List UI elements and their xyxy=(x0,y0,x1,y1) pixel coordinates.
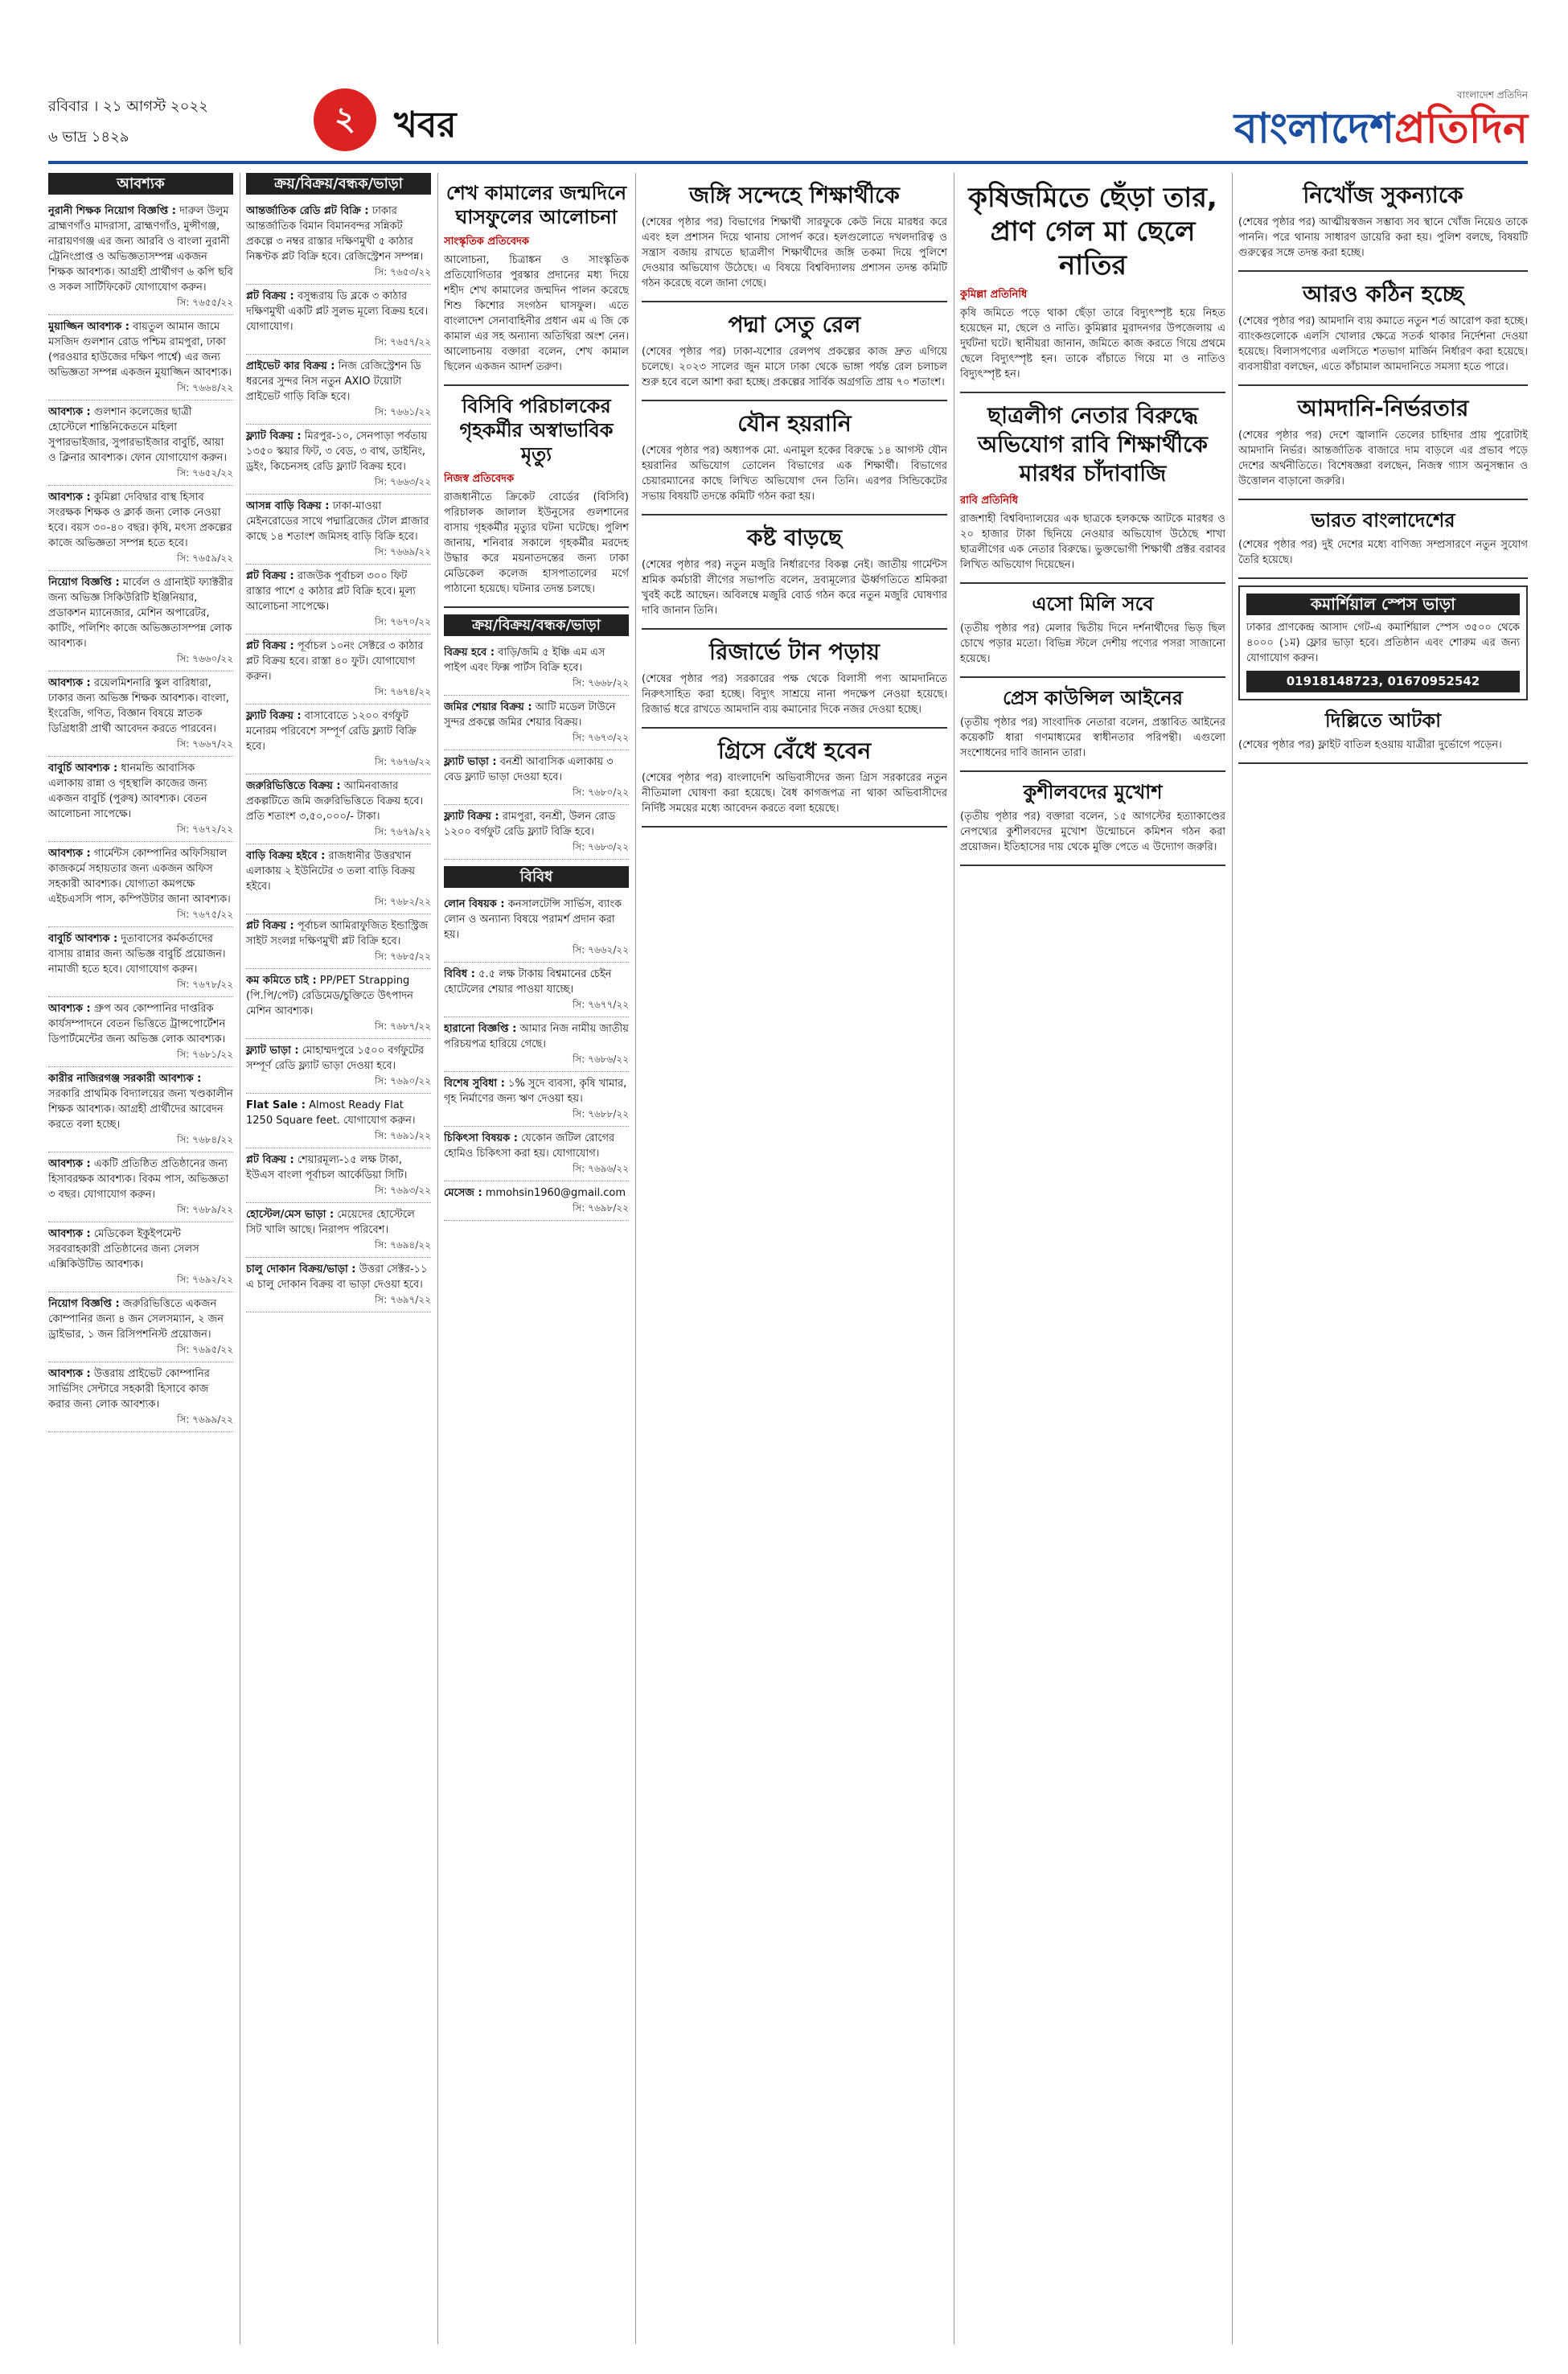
ad-title: ফ্ল্যাট ভাড়া : xyxy=(246,1045,299,1057)
ad-title: আবশ্যক : xyxy=(48,1228,91,1240)
classified-ad xyxy=(48,199,233,315)
ad-title: প্লট বিক্রয় : xyxy=(246,290,294,302)
classified-ad xyxy=(246,1094,431,1148)
ad-body: পূর্বাচল আমিরাফুজিত ইন্ডাস্ট্রিজ সাইট সংলগ্ন দক্ষিণমুখী প্লট বিক্রি হবে। xyxy=(246,920,429,947)
ad-reference: সি: ৭৬৯৪/২২ xyxy=(374,1239,431,1251)
ad-title: জমির শেয়ার বিক্রয় : xyxy=(444,701,532,713)
ad-title: মুয়াজ্জিন আবশ্যক : xyxy=(48,321,129,333)
logo-tagline: বাংলাদেশ প্রতিদিন xyxy=(1456,89,1528,101)
ad-reference: সি: ৭৬৭৮/২২ xyxy=(176,979,233,990)
ad-body: ঢাকার প্রাণকেন্দ্র আসাদ গেট-এ কমার্শিয়াল স্পেস ৩৫০০ থেকে ৪০০০ (১ম) ফ্লোর ভাড়া হবে। প্রতিষ্ঠান এবং শোরুম এর জন্য যোগাযোগ করুন। xyxy=(1246,622,1520,664)
commercial-space-ad xyxy=(1238,585,1528,700)
headline: যৌন হয়রানি xyxy=(737,410,852,437)
ad-title: আবশ্যক : xyxy=(48,677,91,689)
header-rule xyxy=(48,161,1528,164)
story-body: (তৃতীয় পৃষ্ঠার পর) মেলার দ্বিতীয় দিনে দর্শনার্থীদের ভিড় ছিল চোখে পড়ার মতো। বিভিন্ন স্টলে দেশীয় পণ্যের পসরা সাজানো হয়েছে। xyxy=(960,622,1225,665)
ad-body: কুমিল্লা দেবিদ্বার বাস্থ হিসাব সংরক্ষক শিক্ষক ও ক্লার্ক জন্য লোক নেওয়া হবে। বয়স ৩০-৪০ বছর। কৃষি, মৎস্য প্রকল্পের কাজে অভিজ্ঞতা সম্পন্ন হতে হবে। xyxy=(48,491,232,549)
byline: কুমিল্লা প্রতিনিধি xyxy=(960,289,1028,301)
ad-body: ধানমন্ডি আবাসিক এলাকায় রান্না ও গৃহস্থালি কাজের জন্য একজন বাবুর্চি (পুরুষ) আবশ্যক। বেতন আলোচনা সাপেক্ষে। xyxy=(48,762,207,820)
ad-title: ফ্ল্যাট বিক্রয় : xyxy=(444,811,499,823)
ad-title: আবশ্যক : xyxy=(48,1368,91,1380)
classified-ad xyxy=(48,1067,233,1152)
news-column-4 xyxy=(642,173,947,2344)
ad-body: উত্তরা সেক্টর-১১ এ চালু দোকান বিক্রয় বা ভাড়া দেওয়া হবে। xyxy=(246,1263,428,1291)
page-number-badge: ২ xyxy=(314,88,376,151)
ad-title: ফ্ল্যাট ভাড়া : xyxy=(444,756,497,768)
bengali-date: ৬ ভাদ্র ১৪২৯ xyxy=(48,129,129,146)
ad-title: হারানো বিজ্ঞপ্তি : xyxy=(444,1023,517,1035)
ad-body: ৫.৫ লক্ষ টাকায় বিশ্বমানের চেইন হোটেলের শেয়ার পাওয়া যাচ্ছে। xyxy=(444,968,612,996)
story-hardship xyxy=(642,524,947,630)
ad-reference: সি: ৭৬৯২/২২ xyxy=(176,1274,233,1285)
ad-reference: সি: ৭৬৮৫/২২ xyxy=(374,951,431,962)
ad-reference: সি: ৭৬৫৯/২২ xyxy=(176,552,233,564)
ad-reference: সি: ৭৬৮৬/২২ xyxy=(572,1054,629,1065)
story-body: (শেষের পৃষ্ঠার পর) বিভাগের শিক্ষার্থী সারফুকে কেউ নিয়ে মারধর করে এবং হল প্রশাসন দিয়ে থানায় সোপর্দ করে। হলগুলোতে দখলদারিত্ব ও সন্ত্রাস বজায় রাখতে ছাত্রলীগ শিক্ষার্থীদের জঙ্গি তকমা দিয়ে পুলিশে দেওয়ার অভিযোগ উঠেছে। এ বিষয়ে বিশ্ববিদ্যালয় প্রশাসন তদন্ত কমিটি গঠন করেছে বলে জানা গেছে। xyxy=(642,216,947,290)
classified-list xyxy=(444,893,629,1221)
classified-ad xyxy=(246,495,431,565)
story-reserve xyxy=(642,638,947,729)
ad-body: Almost Ready Flat 1250 Square feet. যোগাযোগ করুন। xyxy=(246,1099,416,1127)
classified-heading: ক্রয়/বিক্রয়/বন্ধক/ভাড়া xyxy=(246,173,431,195)
ad-body: ঢাকার আন্তর্জাতিক বিমান বিমানবন্দর সন্নিকট প্রকল্পে ৩ নম্বর রাস্তার দক্ষিণমুখী ৫ কাঠার নিষ্কণ্টক প্লট বিক্রি হবে। রেজিস্ট্রেশন সম্পন্ন। xyxy=(246,205,424,263)
ad-body: কনসালটেন্সি সার্ভিস, ব্যাংক লোন ও অন্যান্য বিষয়ে পরামর্শ প্রদান করা হয়। xyxy=(444,898,622,941)
classified-ad xyxy=(246,635,431,704)
story-body: রাজধানীতে ক্রিকেট বোর্ডের (বিসিবি) পরিচালক জালাল ইউনুসের গুলশানের বাসায় গৃহকর্মীর মৃত্যুর ঘটনা ঘটেছে। পুলিশ জানায়, শনিবার সকালে গৃহকর্মীর মরদেহ উদ্ধার করে ময়নাতদন্তের জন্য ঢাকা মেডিকেল কলেজ হাসপাতালের মর্গে পাঠানো হয়েছে। ঘটনার তদন্ত চলছে। xyxy=(444,491,629,595)
classified-ad xyxy=(444,963,629,1017)
ad-reference: সি: ৭৬৫৩/২২ xyxy=(374,266,431,277)
classified-ad xyxy=(48,1362,233,1432)
ad-title: আবশ্যক : xyxy=(48,1158,91,1170)
ad-title: ফ্ল্যাট বিক্রয় : xyxy=(246,430,302,442)
story-harassment xyxy=(642,409,947,515)
story-body: (তৃতীয় পৃষ্ঠার পর) বক্তারা বলেন, ১৫ আগস্টের হত্যাকাণ্ডের নেপথ্যের কুশীলবদের মুখোশ উন্মোচনে কমিশন গঠন করা প্রয়োজন। ইতিহাসের দায় থেকে মুক্তি পেতে এ উদ্যোগ জরুরি। xyxy=(960,811,1225,853)
classified-ad xyxy=(48,927,233,997)
classified-ad xyxy=(48,757,233,842)
headline: এসো মিলি সবে xyxy=(1032,593,1154,615)
headline: পদ্মা সেতু রেল xyxy=(728,311,861,338)
ad-title: প্লট বিক্রয় : xyxy=(246,920,294,932)
ad-reference: সি: ৭৬৭৯/২২ xyxy=(374,826,431,837)
story-missing-girl xyxy=(1238,181,1528,272)
ad-title: চিকিৎসা বিষয়ক : xyxy=(444,1132,518,1144)
ad-body: নিজ রেজিস্ট্রেশন ডি ধরনের সুন্দর নিস নতুন AXIO টয়োটা প্রাইভেট গাড়ি বিক্রি হবে। xyxy=(246,360,421,403)
headline: ভারত বাংলাদেশের xyxy=(1311,509,1455,532)
ad-title: লোন বিষয়ক : xyxy=(444,898,505,910)
ad-body: বায়তুল আমান জামে মসজিদ গুলশান রোড পশ্চিম রামপুরা, ঢাকা (পরওয়ার হাউজের দক্ষিণ পার্শ্বে) এর জন্য অভিজ্ঞতা সম্পন্ন একজন মুয়াজ্জিন আবশ্যক। xyxy=(48,321,232,379)
masthead xyxy=(48,88,1528,161)
story-conspirators xyxy=(960,780,1225,866)
ad-title: চালু দোকান বিক্রয়/ভাড়া : xyxy=(246,1263,356,1275)
ad-title: কমার্শিয়াল স্পেস ভাড়া xyxy=(1246,594,1520,615)
ad-title: আবশ্যক : xyxy=(48,848,91,860)
ad-title: নিয়োগ বিজ্ঞপ্তি : xyxy=(48,577,120,589)
classified-ad xyxy=(48,486,233,571)
classifieds-column-mid xyxy=(246,173,431,2344)
story-body: (শেষের পৃষ্ঠার পর) অধ্যাপক মো. এনামুল হকের বিরুদ্ধে ১৪ আগস্ট যৌন হয়রানির অভিযোগ তোলেন বিভাগের এক শিক্ষার্থী। বিভাগের চেয়ারম্যানের কাছে লিখিত অভিযোগ দেন তিনি। এরপর সিন্ডিকেটের সভায় বিষয়টি তদন্তে কমিটি গঠন করা হয়। xyxy=(642,445,947,503)
ad-reference: সি: ৭৬৬৭/২২ xyxy=(176,738,233,750)
ad-body: রামপুরা, বনশ্রী, উলন রোড ১২০০ বর্গফুট রেডি ফ্ল্যাট বিক্রি হবে। xyxy=(444,811,616,838)
classified-ad xyxy=(246,285,431,355)
column-divider xyxy=(437,173,438,2344)
ad-body: বনশ্রী আবাসিক এলাকায় ৩ বেড ফ্ল্যাট ভাড়া দেওয়া হবে। xyxy=(444,756,614,783)
ad-body: মোহাম্মদপুরে ১৫০০ বর্গফুটের সম্পূর্ণ রেডি ফ্ল্যাট ভাড়া দেওয়া হবে। xyxy=(246,1045,425,1072)
headline: জঙ্গি সন্দেহে শিক্ষার্থীকে xyxy=(689,182,900,208)
ad-body: আমার নিজ নামীয় জাতীয় পরিচয়পত্র হারিয়ে গেছে। xyxy=(444,1023,629,1050)
ad-title: বাবুর্চি আবশ্যক : xyxy=(48,762,118,774)
classified-ad xyxy=(444,805,629,860)
story-bcb-maid xyxy=(444,394,629,608)
classified-ad xyxy=(444,1017,629,1072)
ad-body: শেয়ারমূল্য-১৫ লক্ষ টাকা, ইউএস বাংলা পূর্বাচল আর্কেডিয়া সিটি। xyxy=(246,1154,408,1181)
classified-ad xyxy=(48,315,233,400)
byline: সাংস্কৃতিক প্রতিবেদক xyxy=(444,236,529,248)
byline: রাবি প্রতিনিধি xyxy=(960,495,1019,507)
ad-title: প্রাইভেট কার বিক্রয় : xyxy=(246,360,335,372)
newspaper-logo xyxy=(1110,88,1528,154)
story-import-dependence xyxy=(1238,394,1528,500)
story-body: (তৃতীয় পৃষ্ঠার পর) সাংবাদিক নেতারা বলেন, প্রস্তাবিত আইনের কয়েকটি ধারা গণমাধ্যমের স্বাধীনতার পরিপন্থী। এগুলো সংশোধনের দাবি জানান তারা। xyxy=(960,717,1225,759)
ad-reference: সি: ৭৬৮৭/২২ xyxy=(374,1021,431,1032)
ad-reference: সি: ৭৬৮০/২২ xyxy=(572,787,629,798)
headline: বিসিবি পরিচালকের গৃহকর্মীর অস্বাভাবিক মৃত্যু xyxy=(459,395,614,466)
story-body: আলোচনা, চিত্রাঙ্কন ও সাংস্কৃতিক প্রতিযোগিতার পুরস্কার প্রদানের মধ্য দিয়ে শহীদ শেখ কামালের জন্মদিন পালন করেছে শিশু কিশোর সংগঠন ঘাসফুল। এতে বাংলাদেশ সেনাবাহিনীর প্রধান এম এ জি কে কামাল এর সহ অন্যান্য অতিথিরা অংশ নেন। আলোচনায় বক্তারা বলেন, শেখ কামাল ছিলেন একজন আদর্শ তরুণ। xyxy=(444,254,629,373)
classified-ad xyxy=(444,750,629,805)
ad-title: আবশ্যক : xyxy=(48,406,91,418)
story-body: (শেষের পৃষ্ঠার পর) নতুন মজুরি নির্ধারণের বিকল্প নেই। জাতীয় গার্মেন্টস শ্রমিক কর্মচারী লীগের সভাপতি বলেন, দ্রব্যমূল্যের ঊর্ধ্বগতিতে শ্রমিকরা খুবই কষ্টে আছেন। অবিলম্বে মজুরি বোর্ড গঠন করে নতুন মজুরি ঘোষণার দাবি জানান তিনি। xyxy=(642,559,947,617)
ad-body: বাড়ি/জমি ৫ ইঞ্চি এম এস পাইপ এবং ফিক্স পার্টস বিক্রি হবে। xyxy=(444,647,605,674)
ad-reference: সি: ৭৬৭৪/২২ xyxy=(374,686,431,697)
story-body: (শেষের পৃষ্ঠার পর) ফ্লাইট বাতিল হওয়ায় যাত্রীরা দুর্ভোগে পড়েন। xyxy=(1238,739,1502,751)
ad-reference: সি: ৭৬৯০/২২ xyxy=(374,1075,431,1086)
ad-title: আবশ্যক : xyxy=(48,491,91,503)
headline: গ্রিসে বেঁধে হবেন xyxy=(717,737,872,764)
story-body: (শেষের পৃষ্ঠার পর) দেশে জ্বালানি তেলের চাহিদার প্রায় পুরোটাই আমদানি নির্ভর। আন্তর্জাতিক বাজারে দাম বাড়লে এর প্রভাব পড়ে দেশের অর্থনীতিতে। বিশেষজ্ঞরা বলছেন, নিজস্ব গ্যাস অনুসন্ধান ও উত্তোলন বাড়ানো জরুরি। xyxy=(1238,429,1528,487)
classified-heading: আবশ্যক xyxy=(48,173,233,195)
ad-body: দারুল উলুম ব্রাহ্মণগাঁও মাদরাসা, ব্রাহ্মণগাঁও, মুন্সীগঞ্জ, নারায়ণগঞ্জ এর জন্য আরবি ও বাংলা নুরানী ট্রেনিংপ্রাপ্ত ও অভিজ্ঞতাসম্পন্ন একজন শিক্ষক আবশ্যক। আগ্রহী প্রার্থীগণ ৬ কপি ছবি ও সকল সার্টিফিকেট যোগাযোগ করুন। xyxy=(48,205,233,294)
classified-ad xyxy=(246,1039,431,1094)
headline: কষ্ট বাড়ছে xyxy=(746,524,843,551)
ad-reference: সি: ৭৬৮৪/২২ xyxy=(176,1134,233,1145)
headline: রিজার্ভে টান পড়ায় xyxy=(709,639,880,665)
ad-reference: সি: ৭৬৭৭/২২ xyxy=(572,999,629,1010)
classified-ad xyxy=(444,696,629,750)
ad-body: আটি মডেল টাউনে সুন্দর প্রকল্পে জমির শেয়ার বিক্রয়। xyxy=(444,701,616,729)
ad-reference: সি: ৭৬৬৪/২২ xyxy=(176,382,233,393)
ad-body: ১% সুদে ব্যবসা, কৃষি খামার, গৃহ নির্মাণের জন্য ঋণ দেওয়া হয়। xyxy=(444,1078,627,1105)
ad-body: গার্মেন্টস কোম্পানির অফিসিয়াল কাজকর্মে সহায়তার জন্য একজন অফিস সহকারী আবশ্যক। যোগ্যতা কমপক্ষে এইচএসসি পাস, কম্পিউটার জানা আবশ্যক। xyxy=(48,848,231,906)
ad-reference: সি: ৭৬৭৩/২২ xyxy=(572,732,629,743)
ad-body: মেয়েদের হোস্টেলে সিট খালি আছে। নিরাপদ পরিবেশ। xyxy=(246,1209,415,1236)
ad-title: কম কমিতে চাই : xyxy=(246,975,317,987)
story-body: (শেষের পৃষ্ঠার পর) বাংলাদেশি অভিবাসীদের জন্য গ্রিস সরকারের নতুন নীতিমালা ঘোষণা করা হয়েছে। বৈধ কাগজপত্র না থাকা অভিবাসীদের নির্দিষ্ট সময়ের মধ্যে আবেদন করতে বলা হয়েছে। xyxy=(642,772,947,815)
ad-body: উত্তরায় প্রাইভেট কোম্পানির সার্ভিসিং সেন্টারে সহকারী হিসাবে কাজ করার জন্য লোক আবশ্যক। xyxy=(48,1368,210,1411)
ad-title: প্লট বিক্রয় : xyxy=(246,570,294,582)
ad-reference: সি: ৭৬৫২/২২ xyxy=(176,467,233,478)
story-body: (শেষের পৃষ্ঠার পর) আমদানি ব্যয় কমাতে নতুন শর্ত আরোপ করা হচ্ছে। ব্যাংকগুলোকে এলসি খোলার ক্ষেত্রে সতর্ক থাকার নির্দেশনা দেওয়া হয়েছে। বিলাসপণ্যের এলসিতে শতভাগ মার্জিন নির্ধারণ করা হয়েছে। ব্যবসায়ীরা বলছেন, এতে কাঁচামাল আমদানিতে সমস্যা হতে পারে। xyxy=(1238,315,1528,373)
misc-heading: বিবিধ xyxy=(444,866,629,888)
classified-ad xyxy=(246,1148,431,1203)
story-greece xyxy=(642,737,947,828)
classified-list xyxy=(444,641,629,860)
ad-body: যেকোন জটিল রোগের হোমিও চিকিৎসা করা হয়। যোগাযোগ। xyxy=(444,1132,615,1160)
ad-reference: সি: ৭৬৭২/২২ xyxy=(176,824,233,835)
ad-body: একটি প্রতিষ্ঠিত প্রতিষ্ঠানের জন্য হিসাবরক্ষক আবশ্যক। বিকম পাস, অভিজ্ঞতা ৩ বছর। যোগাযোগ করুন। xyxy=(48,1158,229,1201)
classified-ad xyxy=(444,1181,629,1221)
ad-reference: সি: ৭৬৯৯/২২ xyxy=(176,1414,233,1425)
classified-ad xyxy=(246,1203,431,1258)
ad-title: বিবিধ : xyxy=(444,968,475,980)
story-india-bangladesh xyxy=(1238,508,1528,579)
story-militant-suspect xyxy=(642,181,947,302)
news-column-3 xyxy=(444,173,629,2344)
ad-title: কারীর নাজিরগঞ্জ সরকারী আবশ্যক : xyxy=(48,1073,202,1085)
ad-body: জরুরিভিত্তিতে একজন কোম্পানির জন্য ৪ জন সেলসম্যান, ২ জন ড্রাইভার, ১ জন রিসিপশনিস্ট প্রয়োজন। xyxy=(48,1298,224,1341)
ad-reference: সি: ৭৬৭৫/২২ xyxy=(176,909,233,920)
story-press-council xyxy=(960,686,1225,772)
ad-body: দুতাবাসের কর্মকর্তাদের বাসায় রান্নার জন্য অভিজ্ঞ বাবুর্চি প্রয়োজন। নামাজী হতে হবে। যোগাযোগ করুন। xyxy=(48,933,226,975)
ad-title: বাড়ি বিক্রয় হইবে : xyxy=(246,850,326,862)
ad-body: রয়েলমিশনারি স্কুল বারিধারা, ঢাকার জন্য অভিজ্ঞ শিক্ষক আবশ্যক। বাংলা, ইংরেজি, গণিত, বিজ্ঞান বিষয়ে স্নাতক ডিগ্রিধারী প্রার্থী আবেদন করতে পারবেন। xyxy=(48,677,229,735)
logo-main: বাংলাদেশ xyxy=(1233,105,1395,153)
ad-title: বিশেষ সুবিধা : xyxy=(444,1078,505,1090)
story-electrocution xyxy=(960,181,1225,393)
ad-title: Flat Sale : xyxy=(246,1099,306,1111)
story-body: (শেষের পৃষ্ঠার পর) ঢাকা-যশোর রেলপথ প্রকল্পের কাজ দ্রুত এগিয়ে চলেছে। ২০২৩ সালের জুন মাসে ঢাকা থেকে ভাঙ্গা পর্যন্ত রেল চলাচল শুরু হবে বলে আশা করা হচ্ছে। প্রকল্পের সার্বিক অগ্রগতি প্রায় ৭০ শতাংশ। xyxy=(642,346,947,388)
ad-title: জরুরিভিত্তিতে বিক্রয় : xyxy=(246,780,341,792)
headline: আরও কঠিন হচ্ছে xyxy=(1303,281,1463,307)
ad-title: বিক্রয় হবে : xyxy=(444,647,495,659)
news-column-5 xyxy=(960,173,1225,2344)
ad-reference: সি: ৭৬৯১/২২ xyxy=(374,1130,431,1141)
story-fair xyxy=(960,592,1225,678)
classified-list xyxy=(48,199,233,1432)
ad-title: আন্তর্জাতিক রেডি প্লট বিক্রি : xyxy=(246,205,369,217)
classified-ad xyxy=(246,355,431,425)
ad-body: মেডিকেল ইকুইপমেন্ট সরবরাহকারী প্রতিষ্ঠানের জন্য সেলস এক্সিকিউটিভ আবশ্যক। xyxy=(48,1228,199,1271)
story-body: (শেষের পৃষ্ঠার পর) আত্মীয়স্বজন সম্ভাব্য সব স্থানে খোঁজ নিয়েও তাকে পাননি। পরে থানায় সাধারণ ডায়েরি করা হয়। পুলিশ বলছে, বিষয়টি গুরুত্বের সঙ্গে তদন্ত করা হচ্ছে। xyxy=(1238,216,1528,259)
ad-phone: 01918148723, 01670952542 xyxy=(1246,671,1520,692)
story-rabi-student xyxy=(960,401,1225,584)
ad-reference: সি: ৭৬৭০/২২ xyxy=(374,616,431,627)
classified-ad xyxy=(48,400,233,486)
classified-ad xyxy=(48,842,233,927)
classified-ad xyxy=(246,425,431,495)
ad-body: ঢাকা-মাওয়া মেইনরোডের সাথে পদ্মাব্রিজের টোল প্লাজার কাছে ১৪ শতাংশ জমিসহ বাড়ি বিক্রি হবে। xyxy=(246,500,429,543)
classified-ad xyxy=(246,704,431,774)
section-title: খবর xyxy=(394,105,457,146)
story-sheikh-kamal xyxy=(444,181,629,386)
classified-ad xyxy=(246,914,431,969)
classified-ad xyxy=(48,571,233,672)
classified-ad xyxy=(246,1258,431,1312)
headline: কুশীলবদের মুখোশ xyxy=(1023,781,1163,803)
ad-title: নিয়োগ বিজ্ঞপ্তি : xyxy=(48,1298,120,1310)
ad-reference: সি: ৭৬৯৬/২২ xyxy=(572,1163,629,1174)
ad-title: বাবুর্চি আবশ্যক : xyxy=(48,933,118,945)
ad-reference: সি: ৭৬৯৭/২২ xyxy=(374,1294,431,1305)
ad-body: সরকারি প্রাথমিক বিদ্যালয়ের জন্য খণ্ডকালীন শিক্ষক আবশ্যক। আগ্রহী প্রার্থীদের আবেদন করতে বলা হচ্ছে। xyxy=(48,1088,233,1131)
news-column-6 xyxy=(1238,173,1528,2344)
column-divider xyxy=(635,173,636,2344)
ad-body: PP/PET Strapping (পি.পি/পেট) রেডিমেড/চুক্তিতে উৎপাদন মেশিন আবশ্যক। xyxy=(246,975,413,1017)
ad-title: হোস্টেল/মেস ভাড়া : xyxy=(246,1209,335,1221)
classified-ad xyxy=(444,893,629,963)
classified-ad xyxy=(246,199,431,285)
ad-body: মিরপুর-১০, সেনপাড়া পর্বতায় ১৩৫০ স্কয়ার ফিট, ৩ বেড, ৩ বাথ, ডাইনিং, ড্রইং, কিচেনসহ রেডি ফ্ল্যাট বিক্রয় হবে। xyxy=(246,430,428,473)
classified-ad xyxy=(444,1072,629,1127)
logo-wordmark xyxy=(1110,105,1528,153)
classified-ad xyxy=(246,969,431,1039)
ad-reference: সি: ৭৬৬৮/২২ xyxy=(572,677,629,688)
ad-title: আবশ্যক : xyxy=(48,1003,91,1015)
ad-reference: সি: ৭৬৯৩/২২ xyxy=(374,1185,431,1196)
headline: দিল্লিতে আটকা xyxy=(1324,709,1442,732)
publication-date: রবিবার । ২১ আগস্ট ২০২২ xyxy=(48,98,208,115)
story-body: রাজশাহী বিশ্ববিদ্যালয়ের এক ছাত্রকে হলকক্ষে আটকে মারধর ও ২০ হাজার টাকা ছিনিয়ে নেওয়ার অভিযোগ উঠেছে শাখা ছাত্রলীগের এক নেতার বিরুদ্ধে। ভুক্তভোগী শিক্ষার্থী প্রক্টর বরাবর লিখিত অভিযোগ দিয়েছেন। xyxy=(960,513,1225,571)
classifieds-column-left xyxy=(48,173,233,2344)
ad-title: আসন্ন বাড়ি বিক্রয় : xyxy=(246,500,330,512)
ad-reference: সি: ৭৬৬৯/২২ xyxy=(374,546,431,557)
ad-body: গুলশান কলেজের ছাত্রী হোস্টেলে শান্তিনিকেতনে মহিলা সুপারভাইজার, সুপারভাইজার বাবুর্চি, আয়া ও ক্লিনার আবশ্যক। ফোন যোগাযোগ করুন। xyxy=(48,406,228,464)
ad-reference: সি: ৭৬৮২/২২ xyxy=(374,896,431,907)
story-body: (শেষের পৃষ্ঠার পর) সরকারের পক্ষ থেকে বিলাসী পণ্য আমদানিতে নিরুৎসাহিত করা হচ্ছে। বিদ্যুৎ সাশ্রয়ে নানা পদক্ষেপ নেওয়া হয়েছে। রিজার্ভ ধরে রাখতে আমদানি ব্যয় কমানোর দিকে নজর দেওয়া হচ্ছে। xyxy=(642,673,947,716)
classified-ad xyxy=(48,1292,233,1362)
headline: ছাত্রলীগ নেতার বিরুদ্ধে অভিযোগ রাবি শিক্ষার্থীকে মারধর চাঁদাবাজি xyxy=(978,402,1208,487)
ad-body: রাজউক পূর্বাচল ৩০০ ফিট রাস্তার পাশে ৫ কাঠার প্লট বিক্রি হবে। মূল্য আলোচনা সাপেক্ষে। xyxy=(246,570,416,613)
logo-accent: প্রতিদিন xyxy=(1394,105,1528,153)
column-divider xyxy=(1232,173,1233,2344)
ad-reference: সি: ৭৬৮৩/২২ xyxy=(572,841,629,852)
classified-ad xyxy=(48,1152,233,1222)
ad-reference: সি: ৭৬৯৫/২২ xyxy=(176,1344,233,1355)
story-body: (শেষের পৃষ্ঠার পর) দুই দেশের মধ্যে বাণিজ্য সম্প্রসারণে নতুন সুযোগ তৈরি হয়েছে। xyxy=(1238,539,1528,566)
classified-list xyxy=(246,199,431,1312)
ad-reference: সি: ৭৬৮৮/২২ xyxy=(572,1108,629,1119)
classified-ad xyxy=(246,774,431,844)
ad-reference: সি: ৭৬৬০/২২ xyxy=(176,653,233,664)
headline: আমদানি-নির্ভরতার xyxy=(1297,395,1469,421)
ad-reference: সি: ৭৬৬২/২২ xyxy=(572,944,629,955)
classified-ad xyxy=(444,1127,629,1181)
ad-title: ফ্ল্যাট বিক্রয় : xyxy=(246,710,302,722)
headline: প্রেস কাউন্সিল আইনের xyxy=(1003,687,1183,709)
ad-reference: সি: ৭৬৬৩/২২ xyxy=(374,476,431,487)
classified-ad xyxy=(48,997,233,1067)
ad-body: মার্বেল ও গ্রানাইট ফ্যাক্টরীর জন্য অভিজ্ঞ সিকিউরিটি ইঞ্জিনিয়ার, প্রডাকশন ম্যানেজার, মেশিন অপারেটর, কাটিং, পলিশিং কাজে অভিজ্ঞতাসম্পন্ন লোক আবশ্যক। xyxy=(48,577,233,650)
ad-reference: সি: ৭৬৬১/২২ xyxy=(374,406,431,417)
ad-title: প্লট বিক্রয় : xyxy=(246,1154,294,1166)
headline: কৃষিজমিতে ছেঁড়া তার, প্রাণ গেল মা ছেলে নাতির xyxy=(968,182,1217,281)
ad-body: পূর্বাচল ১০নং সেক্টরে ৩ কাঠার প্লট বিক্রয় হবে। রাস্তা ৪০ ফুট। যোগাযোগ করুন। xyxy=(246,640,424,683)
classified-heading: ক্রয়/বিক্রয়/বন্ধক/ভাড়া xyxy=(444,614,629,636)
ad-reference: সি: ৭৬৮১/২২ xyxy=(176,1049,233,1060)
ad-reference: সি: ৭৬৫৫/২২ xyxy=(176,297,233,308)
ad-body: আমিনবাজার প্রকল্পটিতে জমি জরুরিভিত্তিতে বিক্রয় হবে। প্রতি শতাংশ ৩,৫০,০০০/- টাকা। xyxy=(246,780,424,823)
ad-body: mmohsin1960@gmail.com xyxy=(485,1187,626,1199)
classified-ad xyxy=(48,1222,233,1292)
story-padma-rail xyxy=(642,310,947,401)
ad-title: প্লট বিক্রয় : xyxy=(246,640,294,652)
classified-ad xyxy=(444,641,629,696)
ad-title: মেসেজ : xyxy=(444,1187,482,1199)
story-delhi-stuck xyxy=(1238,709,1528,764)
ad-title: নুরানী শিক্ষক নিয়োগ বিজ্ঞপ্তি : xyxy=(48,205,176,217)
ad-body: গ্রুপ অব কোম্পানির দাপ্তরিক কার্যসম্পাদনে বেতন ভিত্তিতে ট্রান্সপোর্টেশন ডিপার্টমেন্টের জন্য অভিজ্ঞ লোক আবশ্যক। xyxy=(48,1003,226,1045)
classified-ad xyxy=(246,844,431,914)
ad-body: বসুন্ধরায় ডি ব্লকে ৩ কাঠার দক্ষিণমুখী একটি প্লট সুলভ মূল্যে বিক্রয় হবে। যোগাযোগ। xyxy=(246,290,429,333)
headline: শেখ কামালের জন্মদিনে ঘাসফুলের আলোচনা xyxy=(445,182,627,228)
classified-ad xyxy=(246,565,431,635)
ad-body: বাসাবোতে ১২০০ বর্গফুট মনোরম পরিবেশে সম্পূর্ণ রেডি ফ্ল্যাট বিক্রি হবে। xyxy=(246,710,417,753)
story-harder xyxy=(1238,280,1528,386)
ad-reference: সি: ৭৬৯৮/২২ xyxy=(572,1202,629,1214)
ad-reference: সি: ৭৬৮৯/২২ xyxy=(176,1204,233,1215)
classified-ad xyxy=(48,672,233,757)
headline: নিখোঁজ সুকন্যাকে xyxy=(1303,182,1463,208)
ad-reference: সি: ৭৬৫৭/২২ xyxy=(374,336,431,347)
byline: নিজস্ব প্রতিবেদক xyxy=(444,473,515,485)
story-body: কৃষি জমিতে পড়ে থাকা ছেঁড়া তারে বিদ্যুৎস্পৃষ্ট হয়ে নিহত হয়েছেন মা, ছেলে ও নাতি। কুমিল্লার মুরাদনগর উপজেলায় এ দুর্ঘটনা ঘটে। স্থানীয়রা জানান, জমিতে কাজ করতে গিয়ে প্রথমে ছেলে বিদ্যুৎস্পৃষ্ট হন। তাকে বাঁচাতে গিয়ে মা ও নাতিও বিদ্যুৎস্পৃষ্ট হন। xyxy=(960,307,1225,380)
ad-body: রাজধানীর উত্তরখান এলাকায় ২ ইউনিটের ৩ তলা বাড়ি বিক্রয় হইবে। xyxy=(246,850,416,893)
ad-reference: সি: ৭৬৭৬/২২ xyxy=(374,756,431,767)
